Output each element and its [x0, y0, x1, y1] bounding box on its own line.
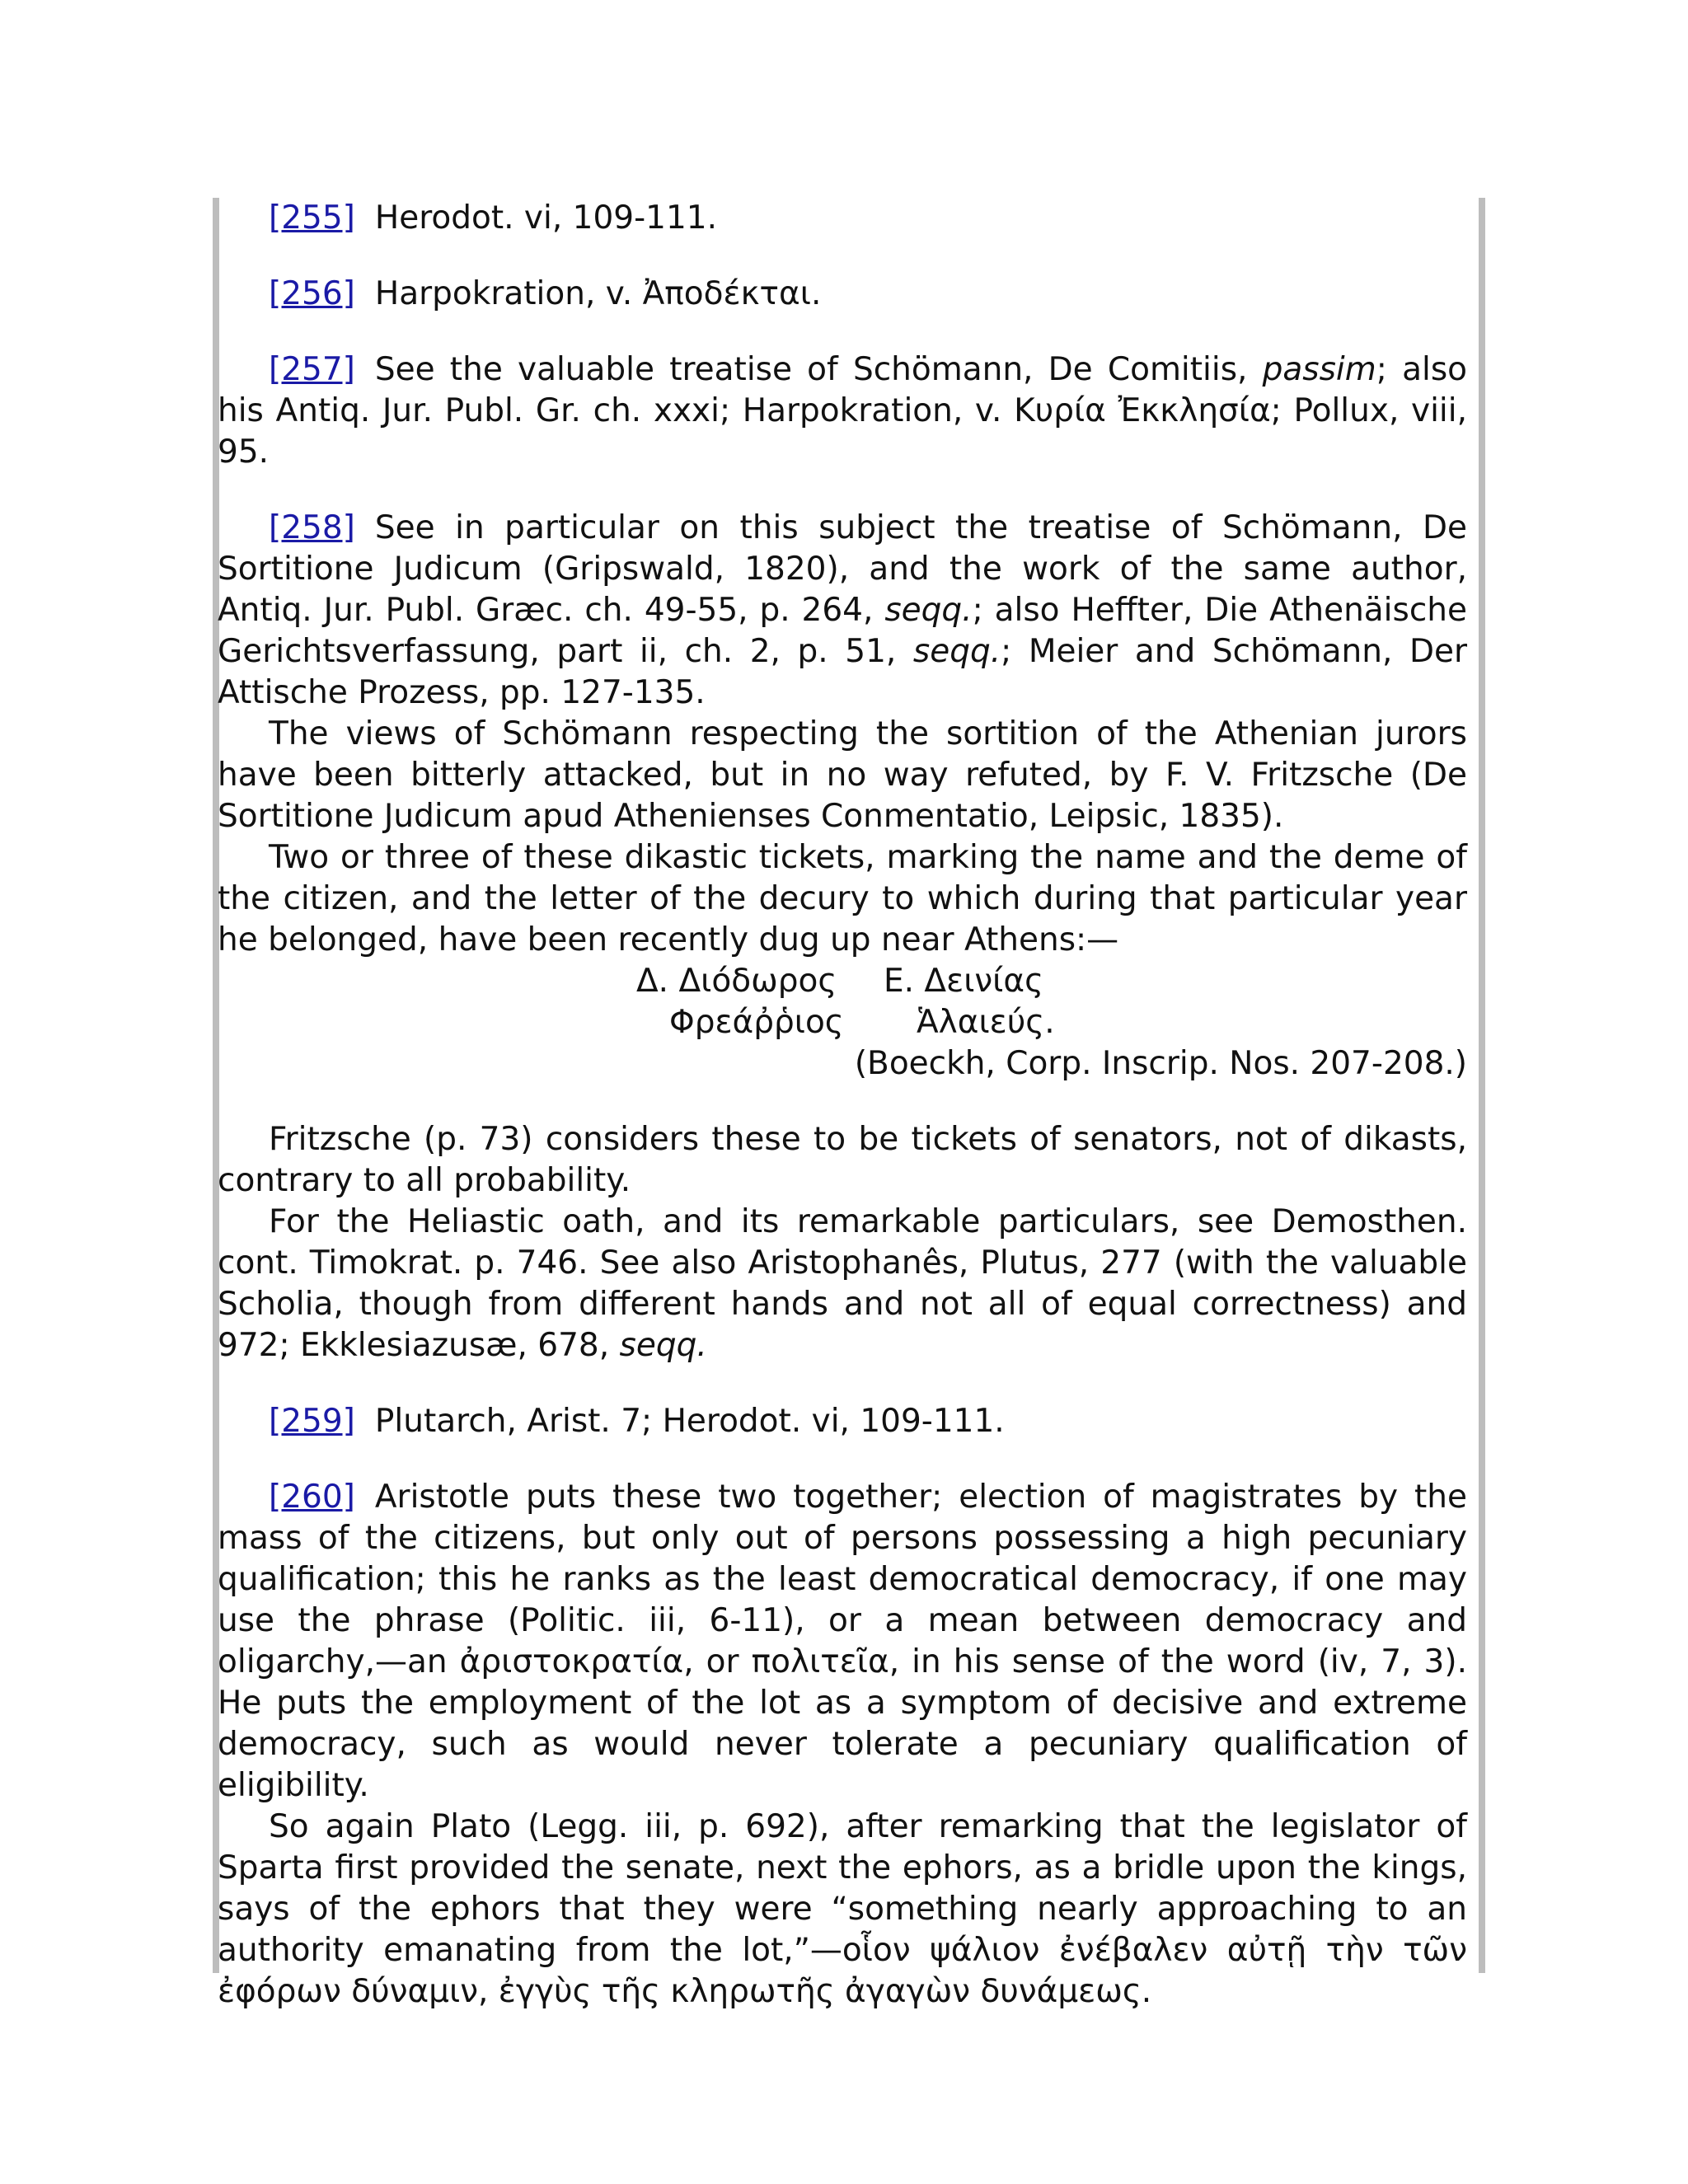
footnote-ref-link[interactable]: [256] [269, 275, 355, 312]
inscription-row1-right: Ε. Δεινίας [884, 963, 1043, 1000]
footnote [218, 1401, 1467, 1442]
inscription-row1-left: Δ. Διόδωρος [636, 963, 837, 1000]
footnote-paragraph: For the Heliastic oath, and its remarkable particulars, see Demosthen. cont. Timokrat. p. 746. See also Aristophanês, Plutus, 277 (with the valuable Scholia, though from different hands and not all of equal correctness) and 972; Ekklesiazusæ, 678, seqq. [218, 1203, 1467, 1364]
footnote-ref-link[interactable]: [255] [269, 199, 355, 237]
footnote-ref-link[interactable]: [259] [269, 1403, 355, 1440]
footnote-paragraph: [258] See in particular on this subject the treatise of Schömann, De Sortitione Judicum (Gripswald, 1820), and the work of the same author, Antiq. Jur. Publ. Græc. ch. 49-55, p. 264, seqq.; also Heffter, Die Athenäische Gerichtsverfassung, part ii, ch. 2, p. 51, seqq.; Meier and Schömann, Der Attische Prozess, pp. 127-135. [218, 509, 1468, 711]
footnote [218, 1477, 1467, 2013]
footnote-ref-link[interactable]: [260] [269, 1479, 355, 1516]
footnote-paragraph: Fritzsche (p. 73) considers these to be tickets of senators, not of dikasts, contrary to all probability. [218, 1121, 1467, 1199]
italic-text: passim [1262, 351, 1376, 388]
footnote [218, 349, 1467, 473]
inscription [218, 961, 1467, 1043]
footnote-paragraph: Two or three of these dikastic tickets, marking the name and the deme of the citizen, and the letter of the decury to which during that particular year he belonged, have been recently dug up near Athens:— [218, 839, 1467, 958]
inscription-row2-left: Φρεάῤῥιος [669, 1004, 844, 1041]
footnotes-block-2 [218, 1401, 1467, 2013]
italic-text: seqq. [912, 633, 1001, 670]
footnote [218, 198, 1467, 239]
footnotes-content [218, 198, 1467, 2047]
footnote-paragraph: So again Plato (Legg. iii, p. 692), after remarking that the legislator of Sparta first provided the senate, next the ephors, as a bridle upon the kings, says of the ephors that they were “something nearly approaching to an authority emanating from the lot,”—οἷον ψάλιον ἐνέβαλεν αὐτῇ τὴν τῶν ἐφόρων δύναμιν, ἐγγὺς τῆς κληρωτῆς ἀγαγὼν δυνάμεως. [218, 1808, 1467, 2010]
footnote-paragraph: [255] Herodot. vi, 109-111. [269, 199, 717, 237]
footnote-ref-link[interactable]: [258] [269, 509, 355, 546]
italic-text: seqq. [619, 1327, 707, 1364]
footnotes-block-1 [218, 198, 1467, 961]
inscription-row2-right: Ἁλαιεύς. [917, 1004, 1055, 1041]
footnote-paragraph: The views of Schömann respecting the sortition of the Athenian jurors have been bitterly attacked, but in no way refuted, by F. V. Fritzsche (De Sortitione Judicum apud Athenienses Conmentatio, Leipsic, 1835). [218, 715, 1467, 835]
footnote [218, 274, 1467, 315]
footnote-ref-link[interactable]: [257] [269, 351, 355, 388]
footnote-258-continued [218, 1119, 1467, 1366]
footnote-paragraph: [256] Harpokration, v. Ἀποδέκται. [269, 275, 822, 312]
footnote-paragraph: [257] See the valuable treatise of Schömann, De Comitiis, passim; also his Antiq. Jur. Publ. Gr. ch. xxxi; Harpokration, v. Κυρία Ἐκκλησία; Pollux, viii, 95. [218, 351, 1468, 471]
italic-text: seqq. [884, 592, 973, 629]
footnote-paragraph: [259] Plutarch, Arist. 7; Herodot. vi, 109-111. [269, 1403, 1005, 1440]
footnote [218, 508, 1467, 961]
inscription-citation: (Boeckh, Corp. Inscrip. Nos. 207-208.) [854, 1045, 1467, 1082]
footnote-paragraph: [260] Aristotle puts these two together; election of magistrates by the mass of the citizens, but only out of persons possessing a high pecuniary qualification; this he ranks as the least democratical democracy, if one may use the phrase (Politic. iii, 6-11), or a mean between democracy and oligarchy,—an ἀριστοκρατία, or πολιτεῖα, in his sense of the word (iv, 7, 3). He puts the employment of the lot as a symptom of decisive and extreme democracy, such as would never tolerate a pecuniary qualification of eligibility. [218, 1479, 1467, 1804]
